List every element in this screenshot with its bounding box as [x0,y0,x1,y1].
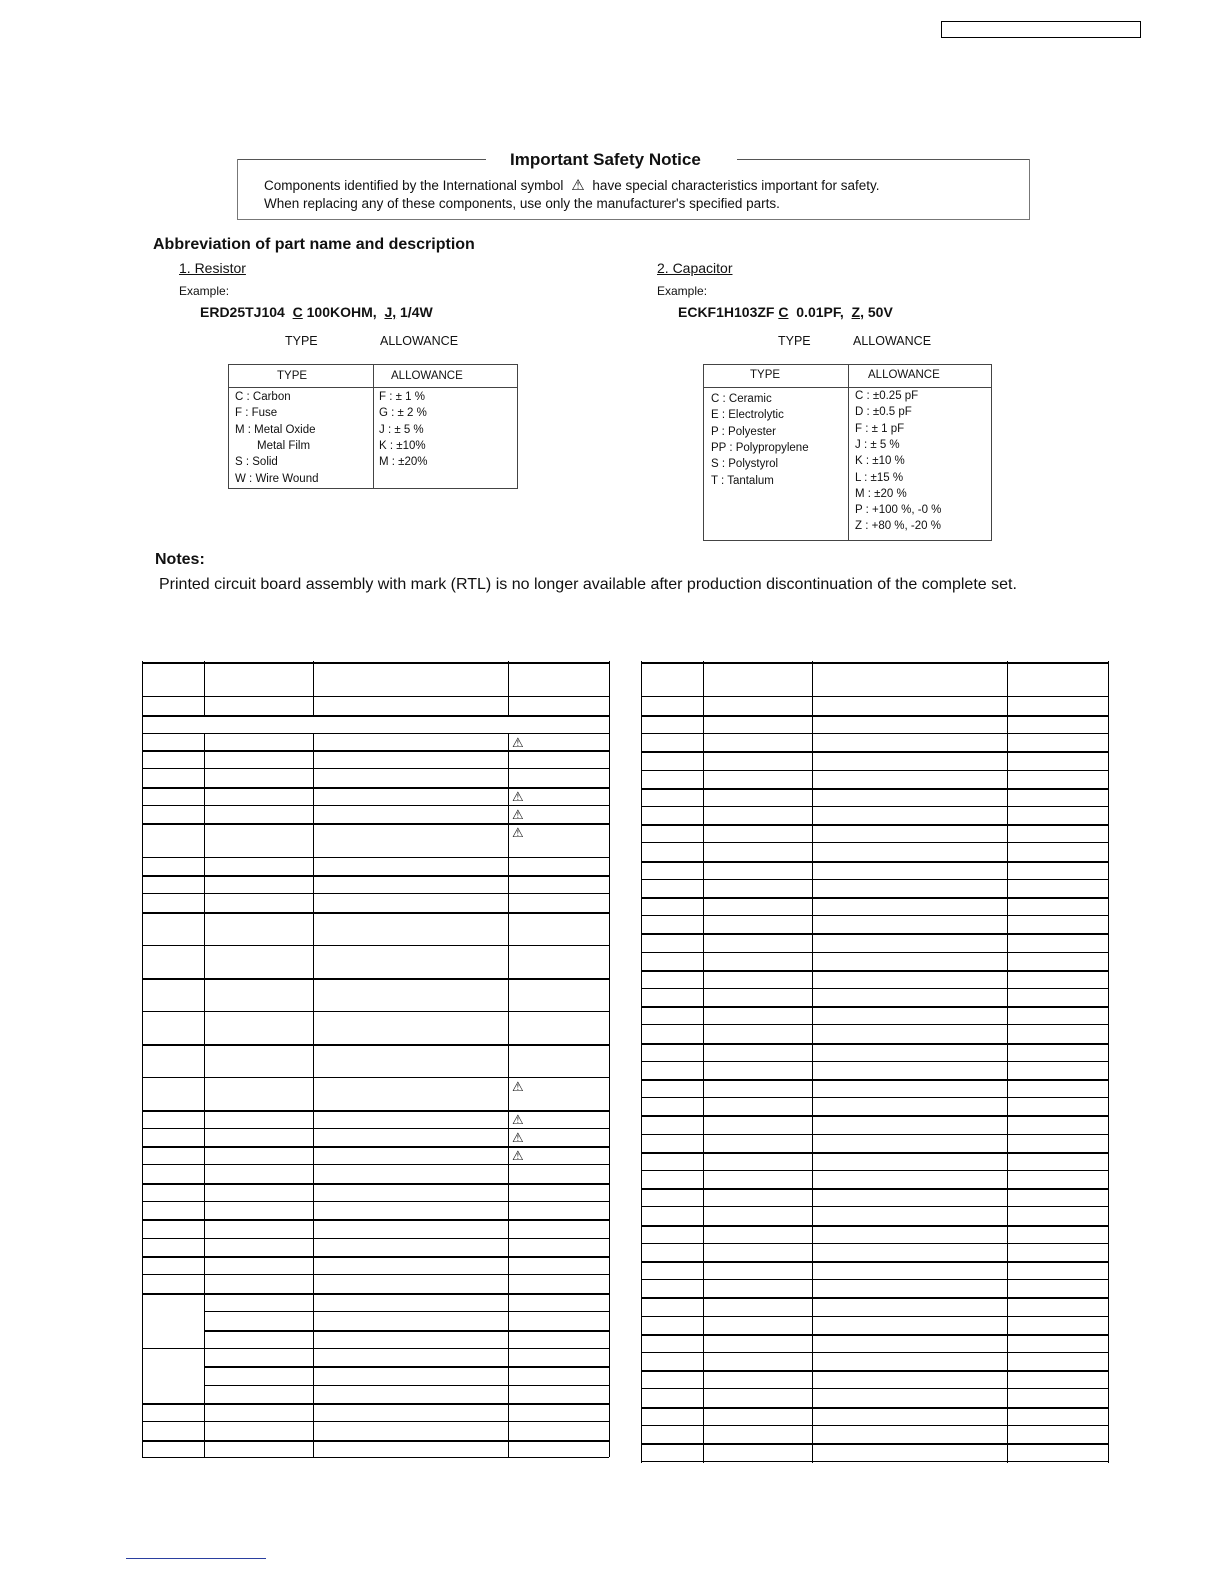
code-type: C [292,304,303,320]
table-row-line [142,1110,609,1112]
table-row-line [142,1403,609,1405]
allowance-label: ALLOWANCE [853,334,932,348]
capacitor-key-table [703,364,992,541]
table-row-line [641,933,1108,935]
warning-icon: ⚠ [512,807,524,822]
table-row-line [641,1261,1108,1263]
type-entry: C : Carbon [235,391,291,403]
table-row-line [641,788,1108,790]
parts-table-left [142,661,609,1458]
allowance-header: ALLOWANCE [391,370,463,382]
warning-icon: ⚠ [512,1130,524,1145]
table-row-line [641,662,1108,664]
allowance-header: ALLOWANCE [868,369,940,381]
notice-title: Important Safety Notice [510,150,701,169]
table-row-line [641,988,1108,989]
table-column-line [508,661,509,715]
table-row-line [641,1279,1108,1280]
table-row-line [204,1330,609,1332]
table-row-line [641,1297,1108,1299]
allowance-entry: M : ±20% [379,456,428,469]
warning-icon: ⚠ [512,1112,524,1127]
table-row-line [142,787,609,789]
notice-line-2: When replacing any of these components, use only the manufacturer's specified parts. [264,196,780,211]
table-row-line [641,1188,1108,1190]
code-part: ECKF1H103ZF [678,304,775,320]
code-allowance: J, [384,304,397,320]
table-row-line [142,768,609,769]
table-row-line [142,805,609,806]
code-type: C [778,304,789,320]
table-row-line [641,1134,1108,1135]
table-row-line [142,1421,609,1422]
type-entry: C : Ceramic [711,393,772,405]
code-allowance: Z, [851,304,864,320]
type-entry: PP : Polypropylene [711,441,809,454]
type-label: TYPE [778,334,811,348]
resistor-key-table [228,364,518,489]
table-column-line [313,733,314,1457]
resistor-title: 1. Resistor [179,260,246,276]
table-row-line [142,750,609,752]
footer-link-line [126,1558,266,1559]
table-row-line [641,842,1108,843]
table-row-line [142,1457,609,1458]
table-column-line [609,661,610,1457]
table-row-line [641,1461,1108,1462]
table-row-line [641,1243,1108,1244]
table-row-line [641,1152,1108,1154]
notice-line-1 [264,176,880,194]
type-entry: M : Metal Oxide [235,423,316,436]
warning-icon: ⚠ [512,825,524,840]
table-row-line [142,1256,609,1258]
table-row-line [641,1225,1108,1227]
table-row-line [142,1219,609,1221]
type-entry: T : Tantalum [711,474,774,487]
table-row-line [142,662,609,664]
table-row-line [641,733,1108,734]
table-row-line [204,1311,609,1312]
code-part: ERD25TJ104 [200,304,285,320]
table-row-line [641,824,1108,826]
table-row-line [142,1164,609,1165]
table-row-line [142,1146,609,1148]
table-row-line [641,879,1108,880]
capacitor-example-code [678,304,893,320]
table-row-line [641,1170,1108,1171]
table-row-line [204,1366,609,1368]
model-number-box [941,21,1141,38]
table-row-line [142,823,609,825]
type-entry: P : Polyester [711,425,776,438]
table-row-line [142,1440,609,1442]
allowance-entry: Z : +80 %, -20 % [855,520,941,533]
capacitor-title: 2. Capacitor [657,260,733,276]
table-row-line [641,1370,1108,1372]
table-row-line [641,1206,1108,1207]
table-row-line [142,696,609,697]
warning-icon: ⚠ [512,735,524,750]
allowance-entry: L : ±15 % [855,471,904,484]
table-row-line [641,770,1108,771]
allowance-entry: F : ± 1 % [379,391,425,403]
table-row-line [142,978,609,980]
code-wattage: 1/4W [400,304,433,320]
table-row-line [641,952,1108,953]
type-entry: Metal Film [257,439,311,452]
allowance-entry: J : ± 5 % [379,423,424,436]
table-row-line [142,875,609,877]
allowance-entry: K : ±10 % [855,455,905,468]
allowance-entry: J : ± 5 % [855,438,900,451]
table-row-line [142,1201,609,1202]
table-row-line [142,945,609,946]
table-row-line [142,1293,609,1295]
allowance-entry: P : +100 %, -0 % [855,504,942,517]
allowance-entry: K : ±10% [379,439,426,452]
table-row-line [142,1128,609,1129]
type-header: TYPE [750,369,781,381]
type-header: TYPE [277,370,308,382]
table-row-line [641,1443,1108,1445]
warning-icon: ⚠ [512,1148,524,1163]
table-row-line [204,1385,609,1386]
table-column-line [1108,661,1109,1463]
table-row-line [641,1388,1108,1389]
table-row-line [641,1061,1108,1062]
table-row-line [641,897,1108,899]
resistor-example-label: Example: [179,284,230,298]
table-column-line [508,733,509,1457]
allowance-label: ALLOWANCE [380,334,459,348]
table-column-line [204,733,205,1457]
allowance-entry: M : ±20 % [855,487,907,500]
warning-icon: ⚠ [571,177,585,194]
type-entry: E : Electrolytic [711,409,784,422]
notes-text: Printed circuit board assembly with mark (RTL) is no longer available after production discontinuation of the complete set. [159,576,1017,593]
notice-text: Components identified by the International symbol [264,178,564,193]
table-row-line [142,912,609,914]
allowance-entry: F : ± 1 pF [855,422,905,435]
allowance-entry: D : ±0.5 pF [855,406,912,419]
warning-icon: ⚠ [512,1079,524,1094]
table-column-line [812,661,813,1463]
abbreviation-heading: Abbreviation of part name and description [153,236,475,253]
table-row-line [641,970,1108,972]
table-column-line [641,661,642,1463]
table-column-line [204,661,205,715]
allowance-entry: G : ± 2 % [379,407,427,420]
table-row-line [641,1316,1108,1317]
table-row-line [142,1044,609,1046]
code-voltage: 50V [867,304,893,320]
type-label: TYPE [285,334,318,348]
table-row-line [641,1024,1108,1025]
table-row-line [142,733,609,734]
table-column-line [142,661,143,1457]
table-row-line [142,1011,609,1012]
table-row-line [142,1348,609,1349]
table-column-line [703,661,704,1463]
allowance-entry: C : ±0.25 pF [855,390,919,402]
table-row-line [142,1274,609,1275]
table-row-line [641,751,1108,753]
table-row-line [641,915,1108,916]
table-row-line [142,893,609,894]
table-row-line [142,1077,609,1078]
table-row-line [641,1006,1108,1008]
table-row-line [641,715,1108,717]
table-row-line [641,1079,1108,1081]
code-value: 100KOHM, [306,304,377,320]
table-row-line [641,1115,1108,1117]
table-row-line [641,806,1108,807]
notice-text: have special characteristics important for safety. [592,178,880,193]
parts-table-right [641,661,1108,1463]
resistor-example-code [200,304,433,320]
table-row-line [142,1183,609,1185]
type-entry: W : Wire Wound [235,472,319,485]
table-row-line [142,715,609,717]
table-row-line [641,1043,1108,1045]
type-entry: S : Polystyrol [711,458,779,471]
warning-icon: ⚠ [512,789,524,804]
table-row-line [641,1407,1108,1409]
type-entry: F : Fuse [235,407,278,420]
table-column-line [1007,661,1008,1463]
type-entry: S : Solid [235,456,278,469]
table-row-line [641,1425,1108,1426]
table-row-line [641,1352,1108,1353]
table-row-line [641,1334,1108,1336]
code-value: 0.01PF, [796,304,844,320]
table-column-line [313,661,314,715]
table-row-line [641,696,1108,697]
table-row-line [142,857,609,858]
table-row-line [641,861,1108,863]
table-row-line [641,1097,1108,1098]
capacitor-example-label: Example: [657,284,708,298]
table-row-line [142,1238,609,1239]
notes-heading: Notes: [155,551,205,568]
